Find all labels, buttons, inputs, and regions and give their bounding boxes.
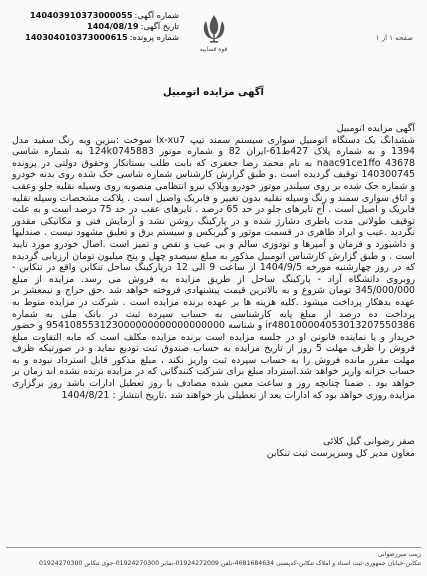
body-paragraph: ششدانگ یک دستگاه اتومبیل سواری سیستم سمند تیپ lx-xu7 سوخت :بنزین وبه رنگ سفید مدل 1394 و به شماره پلاک 427ط61-ایران 82 و شماره موتور 124k0745883 به شماره شاسی naac91ce1ffo 43678 به نام محمد رضا جعفری که بابت طلب بستانکار وحقوق دولتی در پرونده 140300745 توقیف گردیده است .و طبق گزارش کارشناس شماره شاسی حک شده روی بدنه خودرو و شماره حک شده بر روی سیلندر موتور خودرو وپلاک نیرو انتظامی منصوبه روی وسیله نقلیه جلو وعقب و اتاق سواری سمند و رنگ وسیله نقلیه بدون تغییر و فابریک واصیل است . پلاکت مشخصات وسیله نقلیه فابریک و اصیل است . آج تایرهای جلو در حد 65 درصد . تایرهای عقب در حد 75 درصد است و به علت توقیف طولانی مدت باطری دشارژ شده و در پارکینگ روشن نشد و آزمایش فنی و مکانیکی مقدور نگردید .عیب و ایراد ظاهری در قسمت موتور و گیربکس و سیستم برق و تعلیق مشهود نیست . صندلیها و داشبورد و فرمان و آمپرها و تودوزی سالم و بی عیب و نقص و تمیز است .اصال خودرو مورد تایید است . و طبق گزارش کارشناس اتومبیل مذکور به مبلغ سیصدو چهل و پنج میلیون تومان ارزیابی گردیده که در روز چهارشنبه مورخه 1404/9/5 از ساعت 9 الی 12 درپارکینگ ساحل تنکابن واقع در تنکابن - روبروی دانشگاه آزاد - پارکینگ ساحل از طریق مزایده به فروش می رسد. مزایده از مبلغ 345/000/000 تومان شروع و به بالاترین قیمت پیشنهادی فروخته خواهد شد .حق حراج و نیمعشر بر عهده بدهکار پرداخت میشود .کلیه هزینه ها بر عهده برنده مزایده است . شرکت در مزایده منوط به پرداخت ده درصد از مبلغ پایه کارشناسی به حساب سپرده ثبت در بانک ملی به شماره ir480100004053013207550386 و شناسه 954108553123000000000000000000 و حضور خریدار و یا نماینده قانونی او در جلسه مزایده است برنده مزایده مکلف است که مابه التفاوت مبلغ فروش را ظرف مهلت 5 روز از تاریخ مزایده به حساب صندوق ثبت تودیع نماید و در صورتیکه ظرف مهلت مقرر مانده فروش را به حساب سپرده ثبت واریز نکند ، مبلغ مذکور قابل استرداد نبوده و به حساب خزانه واریز خواهد شد.استرداد مبلغ برای شرکت کنندگانی که در مزایده برنده نشده اند زمان بر خواهد بود . ضمنا چنانچه روز و ساعت معین شده مصادف با روز تعطیل ادارات باشد روز برگزاری مزایده روزی خواهد بود که ادارات بعد از تعطیلی باز خواهند شد .تاریخ انتشار : 1404/8/21 [12,134,415,401]
document-footer [6,547,421,568]
ad-date-label: تاریخ آگهی: [140,21,179,31]
file-number-value: 140304010373000615 [25,32,128,42]
footer-address: تنکابن-خیابان جمهوری-ثبت اسناد و املاک تنکابن-کدپستی 4681684634-تلفن 01924272009-نمابر 01924270300-جوی تنکابن 01924270300 [39,560,421,567]
document-title: آگهی مزایده اتومبیل [163,87,264,98]
ad-number-row [14,10,179,21]
document-header [14,8,413,56]
signatory-title: معاون مدیر کل وسرپرست ثبت تنکابن [266,448,415,459]
page-number: صفحه ۱ از ۱ [375,34,413,42]
ad-number-label: شماره آگهی: [134,10,179,20]
file-number-label: شماره پرونده: [129,32,179,42]
emblem-caption: قوه قضاییه [199,46,228,53]
body-heading: آگهی مزایده اتومبیل [336,123,415,134]
ad-date-value: 1404/08/19 [87,21,139,31]
iran-emblem-icon [197,12,231,46]
signature-block [267,436,415,460]
ad-date-row [14,21,179,32]
file-number-row [14,32,179,43]
notice-metadata [14,10,179,43]
signatory-name: صفر رضوانی گیل کلائی [322,436,415,447]
notice-body [12,123,415,401]
ad-number-value: 140403910373000055 [29,10,133,20]
footer-name: زینب میررضوانی [377,551,421,558]
